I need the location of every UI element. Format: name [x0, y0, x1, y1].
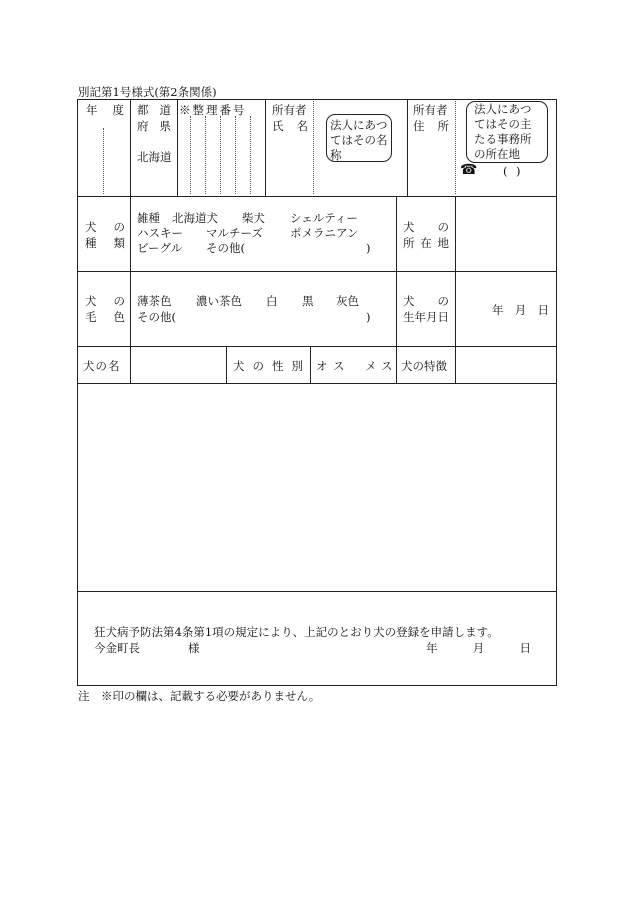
sex-option-female-1: メ — [365, 359, 377, 373]
breed-option-husky: ハスキー — [137, 226, 183, 240]
breed-option-shiba: 柴犬 — [242, 211, 265, 225]
birthdate-label: 犬 の — [403, 294, 449, 308]
coat-label-2: 毛 色 — [85, 310, 125, 324]
coat-option-light-brown: 薄茶色 — [137, 294, 172, 308]
corporate-name-note-3: 称 — [330, 148, 342, 162]
sex-option-male-2: ス — [333, 359, 345, 373]
corporate-address-note-3: たる事務所 — [474, 132, 532, 146]
sex-option-female-2: ス — [381, 359, 393, 373]
breed-option-pomeranian: ポメラニアン — [290, 226, 359, 240]
owner-name-label-2: 氏 名 — [272, 119, 308, 133]
birthdate-value: 年 月 日 — [492, 303, 549, 317]
addressee-sama: 様 — [188, 641, 200, 655]
location-label: 犬 の — [403, 220, 449, 234]
form-caption: 別記第1号様式(第2条関係) — [78, 85, 217, 99]
dog-name-label: 犬の名 — [83, 359, 121, 373]
breed-other-close: ) — [366, 241, 371, 255]
dog-feature-label: 犬の特徴 — [401, 359, 447, 373]
breed-option-sheltie: シェルティー — [290, 211, 358, 225]
dog-sex-label: 犬 の 性 別 — [233, 359, 303, 373]
breed-label: 犬 の — [85, 220, 125, 234]
breed-option-other: その他( — [206, 241, 245, 255]
corporate-address-note-4: の所在地 — [474, 147, 520, 161]
coat-option-dark-brown: 濃い茶色 — [196, 294, 242, 308]
breed-option-beagle: ビーグル — [137, 241, 183, 255]
breed-option-maltese: マルチーズ — [206, 226, 263, 240]
addressee-mayor: 今金町長 — [94, 641, 140, 655]
birthdate-label-2: 生年月日 — [403, 310, 449, 324]
owner-address-label: 所有者 — [413, 103, 448, 117]
corporate-address-note-1: 法人にあつ — [474, 102, 532, 116]
corporate-name-note-1: 法人にあつ — [330, 118, 388, 132]
coat-option-black: 黒 — [302, 294, 314, 308]
prefecture-value: 北海道 — [137, 150, 172, 164]
phone-paren-close: ) — [516, 164, 521, 178]
coat-label: 犬 の — [85, 294, 125, 308]
location-label-2: 所 在 地 — [403, 236, 449, 250]
prefecture-label: 都 道 — [137, 103, 171, 117]
application-date: 年 月 日 — [426, 641, 531, 655]
corporate-name-note-2: てはその名 — [330, 133, 388, 147]
telephone-icon: ☎ — [460, 162, 478, 178]
prefecture-label-2: 府 県 — [137, 119, 171, 133]
coat-option-other: その他( — [137, 310, 176, 324]
corporate-address-note-2: てはその主 — [474, 117, 532, 131]
registration-number-label: ※整理番号 — [179, 103, 247, 117]
phone-paren-open: ( — [503, 164, 508, 178]
coat-option-white: 白 — [266, 294, 278, 308]
breed-option-hokkaido: 北海道犬 — [172, 211, 218, 225]
breed-label-2: 種 類 — [85, 236, 125, 250]
owner-address-label-2: 住 所 — [413, 119, 449, 133]
coat-option-gray: 灰色 — [336, 294, 359, 308]
coat-other-close: ) — [366, 310, 371, 324]
year-label: 年 度 — [86, 103, 124, 117]
declaration-text: 狂犬病予防法第4条第1項の規定により、上記のとおり犬の登録を申請します。 — [94, 625, 499, 639]
breed-option-mixed: 雑種 — [137, 211, 160, 225]
sex-option-male-1: オ — [316, 359, 328, 373]
footnote: 注 ※印の欄は、記載する必要がありません。 — [78, 689, 321, 703]
owner-name-label: 所有者 — [272, 103, 307, 117]
